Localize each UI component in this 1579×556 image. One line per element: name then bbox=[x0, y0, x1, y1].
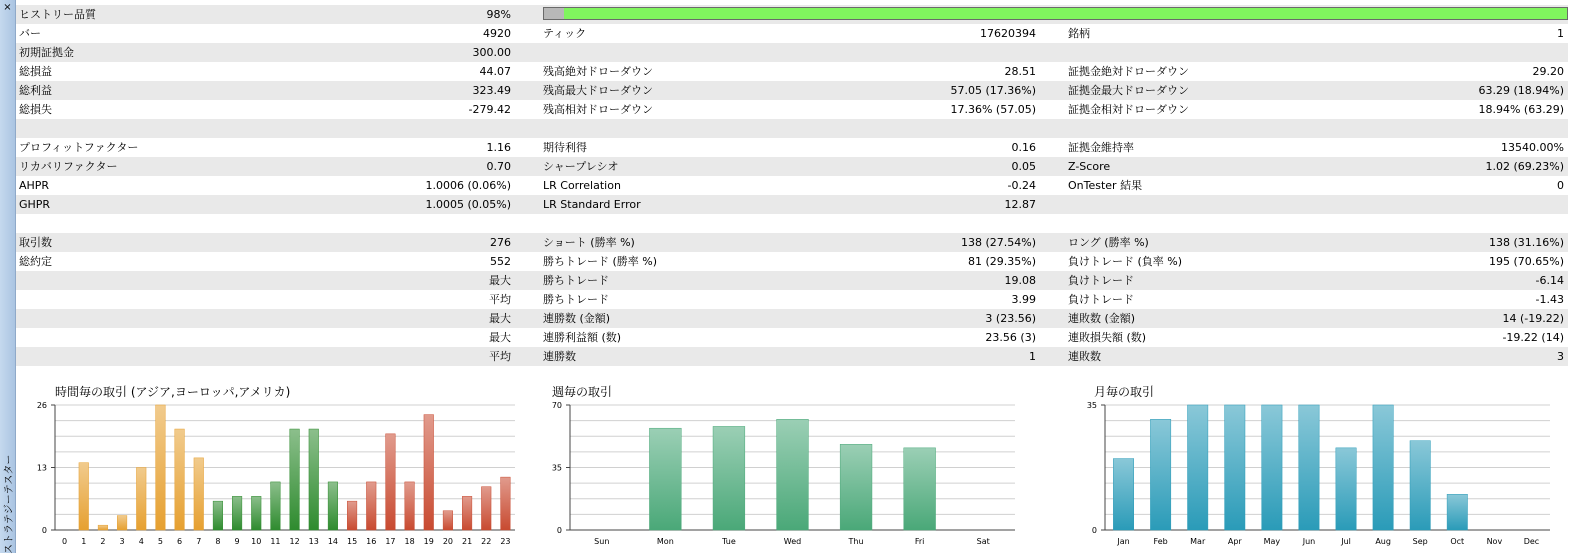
stat-label bbox=[543, 119, 843, 138]
stat-value: 17.36% (57.05) bbox=[950, 103, 1036, 116]
bar-Jul bbox=[1336, 448, 1356, 530]
bar-11 bbox=[271, 482, 281, 530]
bar-Apr bbox=[1225, 405, 1245, 530]
stat-label: 残高相対ドローダウン bbox=[543, 103, 653, 116]
stat-value bbox=[1366, 195, 1564, 214]
stat-value: -279.42 bbox=[468, 103, 511, 116]
bar-23 bbox=[501, 477, 511, 530]
stat-row bbox=[16, 214, 1568, 233]
stat-value bbox=[836, 119, 1036, 138]
stat-value: 最大 bbox=[489, 274, 511, 287]
stat-row bbox=[16, 328, 1568, 347]
stat-label: 総損益 bbox=[19, 65, 52, 78]
x-tick-label: 17 bbox=[385, 537, 396, 546]
bar-4 bbox=[136, 468, 146, 531]
stat-value: 0 bbox=[1557, 179, 1564, 192]
stat-label: LR Correlation bbox=[543, 179, 621, 192]
bar-Fri bbox=[904, 448, 936, 530]
stat-value: 1 bbox=[1029, 350, 1036, 363]
monthly-trades-title: 月毎の取引 bbox=[1094, 385, 1155, 399]
y-tick-label: 0 bbox=[1091, 526, 1097, 535]
bar-9 bbox=[232, 496, 242, 530]
bar-2 bbox=[98, 525, 108, 530]
stat-value: 300.00 bbox=[472, 46, 511, 59]
stat-value: 19.08 bbox=[1004, 274, 1036, 287]
stat-label: 証拠金絶対ドローダウン bbox=[1068, 65, 1189, 78]
stat-value: 平均 bbox=[489, 293, 511, 306]
stat-label: ロング (勝率 %) bbox=[1068, 236, 1149, 249]
stat-value: 12.87 bbox=[1004, 198, 1036, 211]
stat-label: 負けトレード bbox=[1068, 293, 1134, 306]
stat-value: -19.22 (14) bbox=[1502, 331, 1564, 344]
x-tick-label: 6 bbox=[177, 537, 183, 546]
x-tick-label: Sat bbox=[976, 537, 990, 546]
stat-value: 0.05 bbox=[1011, 160, 1036, 173]
stat-value: 4920 bbox=[483, 27, 511, 40]
x-tick-label: 20 bbox=[442, 537, 454, 546]
bar-7 bbox=[194, 458, 204, 530]
x-tick-label: Fri bbox=[914, 537, 925, 546]
stat-value: 13540.00% bbox=[1501, 141, 1564, 154]
stat-label: 連勝利益額 (数) bbox=[543, 331, 622, 344]
stat-label: 連敗数 (金額) bbox=[1068, 312, 1136, 325]
x-tick-label: Sep bbox=[1412, 537, 1428, 546]
stat-value: 平均 bbox=[489, 350, 511, 363]
stat-row bbox=[16, 233, 1568, 252]
stat-row bbox=[16, 119, 1568, 138]
bar-Mar bbox=[1188, 405, 1208, 530]
stat-value: 29.20 bbox=[1532, 65, 1564, 78]
stat-row bbox=[16, 62, 1568, 81]
y-tick-label: 35 bbox=[1086, 401, 1097, 410]
stat-row bbox=[16, 347, 1568, 366]
hourly-trades-panel bbox=[30, 383, 525, 553]
history-quality-value: 98% bbox=[486, 8, 511, 21]
x-tick-label: 8 bbox=[215, 537, 221, 546]
bar-14 bbox=[328, 482, 338, 530]
stat-label: 連勝数 bbox=[543, 350, 576, 363]
bar-21 bbox=[462, 496, 472, 530]
stat-value: 81 (29.35%) bbox=[967, 255, 1036, 268]
stat-value: 57.05 (17.36%) bbox=[950, 84, 1036, 97]
bar-12 bbox=[290, 429, 300, 530]
y-tick-label: 35 bbox=[551, 463, 562, 473]
stat-row bbox=[16, 271, 1568, 290]
stat-row bbox=[16, 100, 1568, 119]
close-icon[interactable]: × bbox=[3, 2, 12, 13]
stat-value: 23.56 (3) bbox=[985, 331, 1036, 344]
bar-Thu bbox=[840, 444, 872, 530]
x-tick-label: May bbox=[1263, 537, 1281, 546]
bar-16 bbox=[366, 482, 376, 530]
stat-label: 連敗数 bbox=[1068, 350, 1101, 363]
stat-row bbox=[16, 290, 1568, 309]
stat-value: 14 (-19.22) bbox=[1502, 312, 1564, 325]
x-tick-label: Sun bbox=[594, 537, 610, 546]
bar-22 bbox=[481, 487, 491, 530]
stat-label: AHPR bbox=[19, 179, 50, 192]
stat-value: 138 (27.54%) bbox=[960, 236, 1036, 249]
stat-value: 3.99 bbox=[1011, 293, 1036, 306]
stat-row bbox=[16, 157, 1568, 176]
x-tick-label: 21 bbox=[461, 537, 473, 546]
stat-row bbox=[16, 176, 1568, 195]
x-tick-label: 14 bbox=[327, 537, 339, 546]
stat-row bbox=[16, 24, 1568, 43]
bar-1 bbox=[79, 463, 89, 530]
stat-value: 3 bbox=[1557, 350, 1564, 363]
x-tick-label: 9 bbox=[234, 537, 240, 546]
y-tick-label: 70 bbox=[551, 401, 562, 410]
x-tick-label: Nov bbox=[1486, 537, 1503, 546]
stat-label: 勝ちトレード bbox=[543, 274, 609, 287]
stat-value: 17620394 bbox=[980, 27, 1036, 40]
stat-label bbox=[19, 290, 319, 309]
stat-label bbox=[19, 271, 319, 290]
y-tick-label: 0 bbox=[556, 526, 562, 535]
stat-value: 323.49 bbox=[472, 84, 511, 97]
bar-15 bbox=[347, 501, 357, 530]
stat-label bbox=[19, 214, 319, 233]
history-quality-bad-fill bbox=[544, 8, 564, 19]
x-tick-label: Aug bbox=[1375, 537, 1391, 546]
hourly-trades-chart bbox=[30, 383, 525, 553]
stat-value: 63.29 (18.94%) bbox=[1478, 84, 1564, 97]
backtest-report bbox=[16, 5, 1568, 366]
stat-value: -0.24 bbox=[1007, 179, 1036, 192]
history-quality-label: ヒストリー品質 bbox=[19, 8, 96, 21]
stat-label bbox=[19, 309, 319, 328]
bar-3 bbox=[117, 516, 127, 530]
stat-label: シャープレシオ bbox=[543, 160, 619, 173]
weekly-trades-title: 週毎の取引 bbox=[552, 385, 613, 399]
x-tick-label: 0 bbox=[62, 537, 68, 546]
stat-value: -6.14 bbox=[1535, 274, 1564, 287]
stat-value: 18.94% (63.29) bbox=[1478, 103, 1564, 116]
stat-label: バー bbox=[19, 27, 41, 40]
monthly-trades-panel bbox=[1080, 383, 1560, 553]
stat-label bbox=[19, 347, 319, 366]
weekly-trades-chart bbox=[545, 383, 1025, 553]
stat-value bbox=[836, 214, 1036, 233]
stat-label bbox=[1068, 43, 1368, 62]
hourly-trades-title: 時間毎の取引 (アジア,ヨーロッパ,アメリカ) bbox=[55, 385, 291, 399]
x-tick-label: 19 bbox=[423, 537, 434, 546]
x-tick-label: 13 bbox=[308, 537, 319, 546]
stat-value: 28.51 bbox=[1004, 65, 1036, 78]
stat-label bbox=[543, 43, 843, 62]
bar-17 bbox=[386, 434, 396, 530]
stat-value: 1.0006 (0.06%) bbox=[425, 179, 511, 192]
x-tick-label: Jul bbox=[1341, 537, 1351, 546]
x-tick-label: 23 bbox=[500, 537, 511, 546]
x-tick-label: Jun bbox=[1302, 537, 1316, 546]
bar-13 bbox=[309, 429, 319, 530]
bar-Jun bbox=[1299, 405, 1319, 530]
x-tick-label: 7 bbox=[196, 537, 202, 546]
weekly-trades-panel bbox=[545, 383, 1025, 553]
stat-label: LR Standard Error bbox=[543, 198, 641, 211]
x-tick-label: 18 bbox=[404, 537, 415, 546]
x-tick-label: 3 bbox=[119, 537, 125, 546]
x-tick-label: Apr bbox=[1227, 537, 1242, 546]
stat-value: 1.02 (69.23%) bbox=[1485, 160, 1564, 173]
stat-label: 証拠金維持率 bbox=[1068, 141, 1134, 154]
x-tick-label: 10 bbox=[251, 537, 262, 546]
bar-Feb bbox=[1150, 419, 1170, 530]
stat-label: 期待利得 bbox=[543, 141, 587, 154]
stat-label: 銘柄 bbox=[1068, 27, 1090, 40]
stat-label bbox=[543, 214, 843, 233]
bar-20 bbox=[443, 511, 453, 530]
stat-row bbox=[16, 138, 1568, 157]
stat-value bbox=[316, 214, 511, 233]
x-tick-label: Oct bbox=[1450, 537, 1465, 546]
stat-value: 138 (31.16%) bbox=[1488, 236, 1564, 249]
stat-label: 証拠金最大ドローダウン bbox=[1068, 84, 1189, 97]
stat-value: 195 (70.65%) bbox=[1488, 255, 1564, 268]
x-tick-label: 1 bbox=[81, 537, 87, 546]
stat-label bbox=[1068, 195, 1368, 214]
stat-label bbox=[19, 119, 319, 138]
stat-row bbox=[16, 195, 1568, 214]
bar-Mon bbox=[649, 428, 681, 530]
stat-value: 1 bbox=[1557, 27, 1564, 40]
stat-label: プロフィットファクター bbox=[19, 141, 139, 154]
stat-value: 276 bbox=[490, 236, 511, 249]
stat-value: 1.0005 (0.05%) bbox=[425, 198, 511, 211]
stat-label: 初期証拠金 bbox=[19, 46, 74, 59]
stat-label: Z-Score bbox=[1068, 160, 1111, 173]
history-quality-bar bbox=[543, 7, 1568, 20]
stat-label: ショート (勝率 %) bbox=[543, 236, 635, 249]
stat-label: リカバリファクター bbox=[19, 160, 118, 173]
stat-label: 総約定 bbox=[19, 255, 52, 268]
bar-19 bbox=[424, 415, 434, 530]
stat-label: 取引数 bbox=[19, 236, 52, 249]
bar-Sep bbox=[1410, 441, 1430, 530]
bar-18 bbox=[405, 482, 415, 530]
stat-row bbox=[16, 43, 1568, 62]
bar-Jan bbox=[1113, 459, 1133, 530]
stat-value: 最大 bbox=[489, 312, 511, 325]
x-tick-label: 2 bbox=[100, 537, 106, 546]
stat-label: 証拠金相対ドローダウン bbox=[1068, 103, 1189, 116]
bar-8 bbox=[213, 501, 223, 530]
stat-label: 負けトレード bbox=[1068, 274, 1134, 287]
stat-label: ティック bbox=[543, 27, 587, 40]
stat-label: GHPR bbox=[19, 198, 51, 211]
stat-label: 連敗損失額 (数) bbox=[1068, 331, 1147, 344]
stat-value: 最大 bbox=[489, 331, 511, 344]
stat-row bbox=[16, 81, 1568, 100]
x-tick-label: Thu bbox=[848, 537, 864, 546]
x-tick-label: 12 bbox=[289, 537, 300, 546]
x-tick-label: 15 bbox=[346, 537, 358, 546]
history-quality-row bbox=[16, 5, 1568, 24]
stat-value bbox=[316, 119, 511, 138]
stat-label: OnTester 結果 bbox=[1068, 179, 1143, 192]
stat-label: 総利益 bbox=[19, 84, 52, 97]
y-tick-label: 13 bbox=[36, 463, 47, 473]
x-tick-label: Wed bbox=[783, 537, 802, 546]
stat-label bbox=[19, 328, 319, 347]
stat-value: 44.07 bbox=[479, 65, 511, 78]
stat-row bbox=[16, 252, 1568, 271]
x-tick-label: Tue bbox=[722, 537, 736, 546]
x-tick-label: 11 bbox=[270, 537, 281, 546]
x-tick-label: Mon bbox=[656, 537, 674, 546]
bar-May bbox=[1262, 405, 1282, 530]
tester-sidebar bbox=[0, 0, 16, 553]
y-tick-label: 0 bbox=[41, 526, 47, 535]
x-tick-label: Jan bbox=[1117, 537, 1130, 546]
x-tick-label: 4 bbox=[138, 537, 144, 546]
x-tick-label: 5 bbox=[157, 537, 163, 546]
stat-label: 勝ちトレード (勝率 %) bbox=[543, 255, 658, 268]
stat-value bbox=[1366, 119, 1564, 138]
x-tick-label: Feb bbox=[1153, 537, 1168, 546]
stat-value bbox=[1366, 43, 1564, 62]
stat-label: 勝ちトレード bbox=[543, 293, 609, 306]
stat-label: 連勝数 (金額) bbox=[543, 312, 611, 325]
stat-label bbox=[1068, 119, 1368, 138]
stat-row bbox=[16, 309, 1568, 328]
stat-label bbox=[1068, 214, 1368, 233]
bar-5 bbox=[156, 405, 166, 530]
stat-value bbox=[836, 43, 1036, 62]
stat-value: 0.70 bbox=[486, 160, 511, 173]
stat-label: 残高絶対ドローダウン bbox=[543, 65, 653, 78]
stat-value: 552 bbox=[490, 255, 511, 268]
stat-value: 0.16 bbox=[1011, 141, 1036, 154]
y-tick-label: 26 bbox=[36, 401, 47, 410]
stat-value: -1.43 bbox=[1535, 293, 1564, 306]
tester-panel-title: ストラテジーテスター bbox=[4, 454, 15, 554]
stat-value bbox=[1366, 214, 1564, 233]
monthly-trades-chart bbox=[1080, 383, 1560, 553]
x-tick-label: 16 bbox=[366, 537, 377, 546]
x-tick-label: Mar bbox=[1190, 537, 1206, 546]
bar-10 bbox=[251, 496, 261, 530]
stat-value: 1.16 bbox=[486, 141, 511, 154]
bar-Tue bbox=[713, 426, 745, 530]
x-tick-label: Dec bbox=[1523, 537, 1540, 546]
bar-Aug bbox=[1373, 405, 1393, 530]
bar-Wed bbox=[777, 419, 809, 530]
stat-label: 負けトレード (負率 %) bbox=[1068, 255, 1183, 268]
x-tick-label: 22 bbox=[481, 537, 492, 546]
bar-6 bbox=[175, 429, 185, 530]
stat-label: 残高最大ドローダウン bbox=[543, 84, 653, 97]
stat-label: 総損失 bbox=[19, 103, 52, 116]
stat-value: 3 (23.56) bbox=[985, 312, 1036, 325]
bar-Oct bbox=[1447, 494, 1467, 530]
